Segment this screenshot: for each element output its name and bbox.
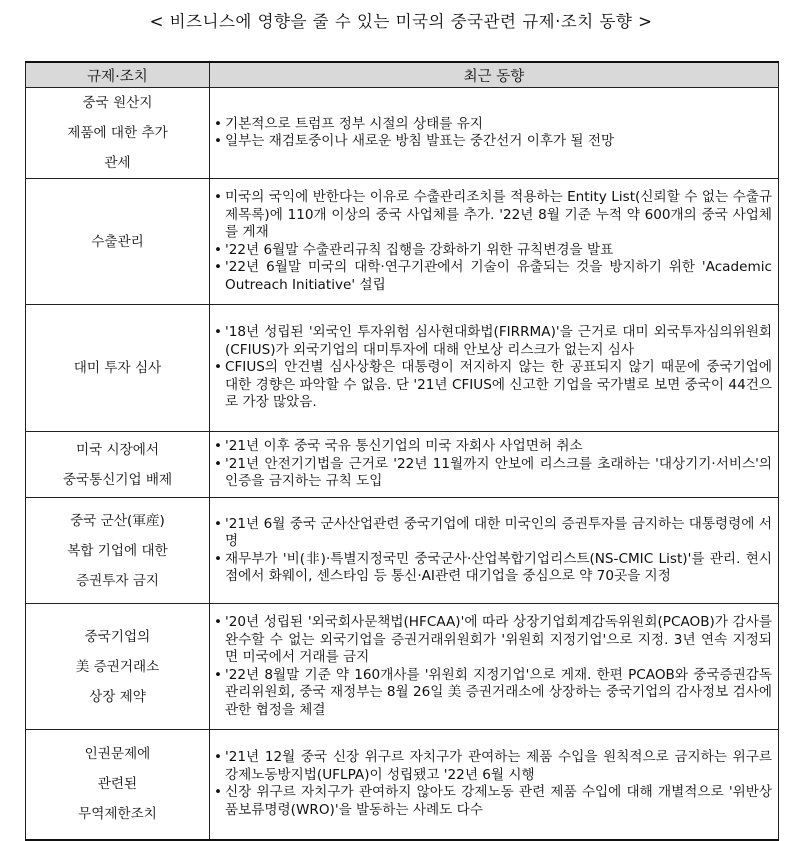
category-line: 인권문제에 [84, 746, 151, 763]
bullet-item [214, 133, 772, 151]
row-category [26, 305, 210, 432]
bullet-item [214, 614, 772, 667]
bullet-dot: • [214, 455, 223, 472]
bullet-item [214, 242, 772, 260]
bullet-item [214, 324, 772, 359]
row-category [26, 498, 210, 604]
table-row [26, 179, 779, 305]
bullet-item [214, 438, 772, 456]
table-row [26, 604, 779, 730]
bullet-dot: • [214, 666, 223, 683]
bullet-dot: • [214, 614, 223, 630]
row-category [26, 179, 210, 305]
category-line: 중국통신기업 배제 [62, 471, 173, 488]
bullet-dot: • [214, 133, 223, 149]
table-row [26, 498, 779, 604]
row-description [210, 432, 779, 498]
category-line: 중국 원산지 [82, 95, 153, 111]
header-recent-trend: 최근 동향 [210, 62, 779, 88]
bullet-dot: • [214, 324, 223, 341]
bullet-dot: • [214, 259, 223, 275]
bullet-text: '22년 6월말 미국의 대학·연구기관에서 기술이 유출되는 것을 방지하기 위한 'Academic Outreach Initiative' 설립 [225, 259, 772, 293]
bullet-item [214, 259, 772, 294]
bullet-dot: • [214, 515, 223, 532]
bullet-text: '21년 이후 중국 국유 통신기업의 미국 자회사 사업면허 취소 [225, 438, 583, 455]
page-title: < 비즈니스에 영향을 줄 수 있는 미국의 중국관련 규제·조치 동향 > [149, 12, 653, 31]
bullet-text: '22년 8월말 기준 약 160개사를 '위원회 지정기업'으로 게재. 한편 PCAOB와 중국증권감독관리위원회, 중국 재정부는 8월 26일 美 증권거래소에 상장하는 중국기업의 감사정보 검사에 관한 협정을 체결 [225, 666, 772, 718]
category-line: 중국기업의 [84, 628, 151, 645]
row-category [26, 432, 210, 498]
row-description [210, 179, 779, 305]
row-description [210, 305, 779, 432]
bullet-item [214, 784, 772, 819]
bullet-text: 재무부가 '비(非)·특별지정국민 중국군사·산업복합기업리스트(NS-CMIC List)'를 관리. 현시점에서 화웨이, 센스타임 등 통신·AI관련 대기업을 중심으로 약 70곳을 지정 [225, 550, 772, 584]
category-line: 중국 군산(軍産) [70, 512, 165, 529]
bullet-dot: • [214, 438, 223, 455]
category-line: 미국 시장에서 [75, 441, 160, 458]
bullet-dot: • [214, 189, 223, 205]
bullet-text: '20년 성립된 '외국회사문책법(HFCAA)'에 따라 상장기업회계감독위원회(PCAOB)가 감사를 완수할 수 없는 외국기업을 증권거래위원회가 '위원회 지정기업'으로 지정. 3년 연속 지정되면 미국에서 거래를 금지 [225, 614, 772, 665]
bullet-dot: • [214, 784, 223, 801]
row-description [210, 730, 779, 840]
row-category [26, 604, 210, 730]
table-row [26, 88, 779, 179]
category-line: 상장 제약 [89, 688, 146, 705]
header-regulation: 규제·조치 [26, 62, 210, 88]
bullet-text: '21년 12월 중국 신장 위구르 자치구가 관여하는 제품 수입을 원칙적으로 금지하는 위구르 강제노동방지법(UFLPA)이 성립됐고 '22년 6월 시행 [225, 749, 772, 783]
category-line: 관련된 [97, 776, 138, 793]
bullet-dot: • [214, 115, 223, 132]
table-header-row [26, 62, 779, 88]
row-description [210, 604, 779, 730]
bullet-text: '21년 6월 중국 군사산업관련 중국기업에 대한 미국인의 증권투자를 금지하는 대통령령에 서명 [225, 515, 772, 549]
bullet-item [214, 359, 772, 412]
category-line: 증권투자 금지 [75, 572, 160, 589]
bullet-text: 기본적으로 트럼프 정부 시절의 상태를 유지 [225, 115, 483, 132]
bullet-text: 일부는 재검토중이나 새로운 방침 발표는 중간선거 이후가 될 전망 [225, 133, 615, 149]
category-line: 수출관리 [91, 233, 144, 250]
category-line: 복합 기업에 대한 [67, 542, 168, 559]
category-line: 관세 [104, 155, 131, 171]
row-category [26, 88, 210, 179]
bullet-item [214, 749, 772, 784]
row-description [210, 498, 779, 604]
bullet-item [214, 189, 772, 242]
category-line: 제품에 대한 추가 [67, 125, 168, 141]
bullet-item [214, 667, 772, 720]
category-line: 무역제한조치 [78, 806, 157, 823]
bullet-text: 신장 위구르 자치구가 관여하지 않아도 강제노동 관련 제품 수입에 대해 개별적으로 '위반상품보류명령(WRO)'을 발동하는 사례도 다수 [225, 784, 772, 818]
row-category [26, 730, 210, 840]
bullet-dot: • [214, 359, 223, 376]
table-row [26, 305, 779, 432]
bullet-dot: • [214, 241, 223, 258]
table-row [26, 730, 779, 840]
bullet-item [214, 516, 772, 551]
bullet-item [214, 551, 772, 586]
bullet-text: '18년 성립된 '외국인 투자위험 심사현대화법(FIRRMA)'을 근거로 대미 외국투자심의위원회(CFIUS)가 외국기업의 대미투자에 대해 안보상 리스크가 없는지 심사 [225, 324, 772, 358]
bullet-dot: • [214, 749, 223, 766]
category-line: 美 증권거래소 [75, 658, 160, 675]
bullet-text: '21년 안전기기법을 근거로 '22년 11월까지 안보에 리스크를 초래하는 '대상기기·서비스'의 인증을 금지하는 규칙 도입 [225, 455, 772, 490]
bullet-text: '22년 6월말 수출관리규칙 집행을 강화하기 위한 규칙변경을 발표 [225, 241, 614, 258]
bullet-item [214, 456, 772, 491]
bullet-text: 미국의 국익에 반한다는 이유로 수출관리조치를 적용하는 Entity List(신뢰할 수 없는 수출규제목록)에 110개 이상의 중국 사업체를 추가. '22년 8월 기준 누적 약 600개의 중국 사업체를 게재 [225, 189, 772, 240]
bullet-text: CFIUS의 안건별 심사상황은 대통령이 저지하지 않는 한 공표되지 않기 때문에 중국기업에 대한 경향은 파악할 수 없음. 단 '21년 CFIUS에 신고한 기업을 국가별로 보면 중국이 44건으로 가장 많았음. [225, 359, 772, 411]
regulation-table [25, 61, 779, 841]
bullet-dot: • [214, 550, 223, 567]
category-line: 대미 투자 심사 [73, 360, 162, 376]
row-description [210, 88, 779, 179]
table-row [26, 432, 779, 498]
bullet-item [214, 116, 772, 134]
